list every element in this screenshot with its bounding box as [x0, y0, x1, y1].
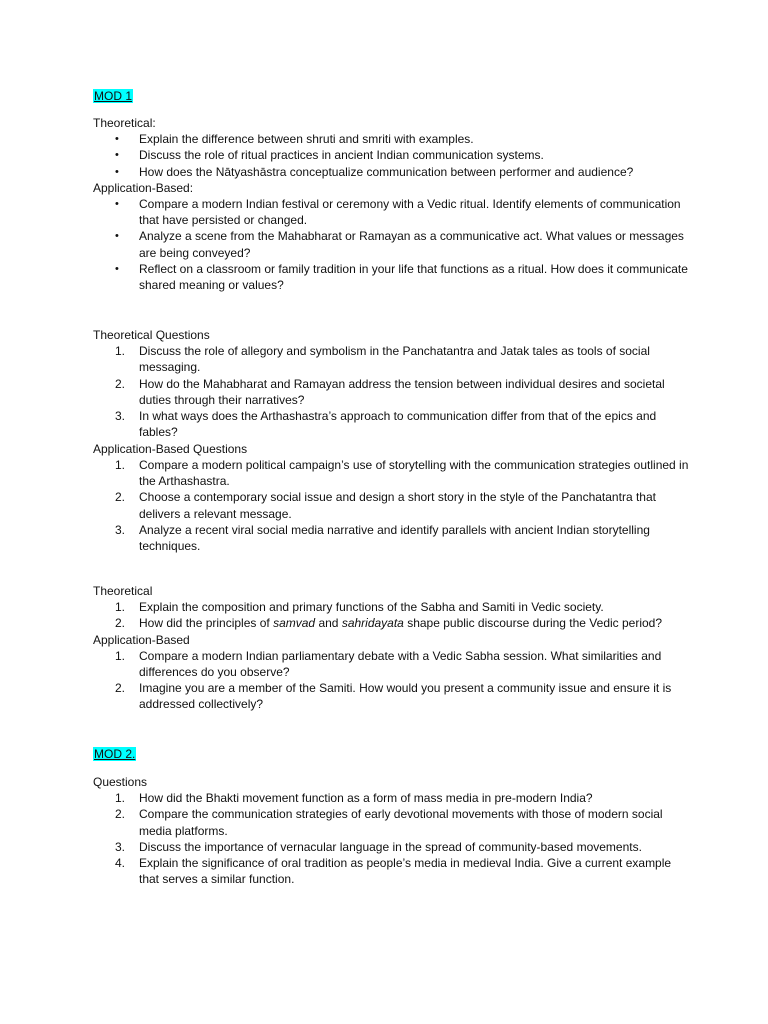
list-item — [93, 648, 693, 681]
list-item — [93, 376, 693, 409]
list-item — [93, 522, 693, 555]
mod1-label — [93, 88, 133, 105]
application-heading: Application-Based — [93, 632, 190, 647]
list-item — [93, 855, 693, 888]
item-number: 1. — [115, 648, 126, 663]
list-item: • Discuss the role of ritual practices in ancient Indian communication systems. — [93, 147, 693, 163]
numbered-list — [93, 599, 693, 632]
theoretical-questions-heading: Theoretical Questions — [93, 328, 210, 342]
item-number: 1. — [115, 344, 126, 358]
list-item — [93, 839, 693, 855]
item-text: How did the Bhakti movement function as a form of mass media in pre-modern India? — [139, 791, 593, 805]
list-item — [93, 790, 693, 806]
italic-term: sahridayata — [341, 616, 404, 631]
numbered-list — [93, 648, 693, 713]
questions-heading: Questions — [93, 775, 148, 789]
list-item — [93, 457, 693, 490]
item-text: Explain the significance of oral tradition as people’s media in medieval India. Give a current example that serves a similar function. — [139, 856, 672, 887]
item-text: Compare a modern Indian parliamentary debate with a Vedic Sabha session. What similarities and differences do you observe? — [139, 648, 662, 679]
item-text: In what ways does the Arthashastra’s approach to communication differ from that of the epics and fables? — [139, 409, 657, 440]
theoretical-heading: Theoretical: — [93, 116, 156, 130]
item-text: Compare the communication strategies of early devotional movements with those of modern social media platforms. — [139, 807, 663, 838]
numbered-list — [93, 457, 693, 555]
text-run: How did the principles of — [139, 616, 274, 631]
item-text: Discuss the importance of vernacular language in the spread of community-based movements. — [139, 839, 642, 854]
item-number: 3. — [115, 522, 126, 537]
list-item — [93, 615, 693, 631]
item-number: 1. — [115, 457, 126, 472]
item-text: Imagine you are a member of the Samiti. How would you present a community issue and ensure it is addressed collectively? — [139, 681, 672, 712]
item-number: 2. — [115, 616, 126, 631]
mod1-group1 — [93, 115, 693, 294]
mod1-group3 — [93, 583, 693, 713]
list-item: • Explain the difference between shruti and smriti with examples. — [93, 131, 693, 147]
application-heading: Application-Based: — [93, 180, 194, 195]
item-number: 2. — [115, 807, 126, 822]
italic-term: samvad — [273, 616, 316, 631]
theoretical-heading: Theoretical — [93, 584, 153, 598]
bullet-list — [93, 196, 693, 294]
item-number: 2. — [115, 376, 126, 391]
bullet-list — [93, 131, 693, 180]
mod1-group2 — [93, 327, 693, 555]
item-text: How do the Mahabharat and Ramayan address the tension between individual desires and societal duties through their narratives? — [139, 376, 665, 407]
item-text: Compare a modern political campaign’s use of storytelling with the communication strategies outlined in the Arthashastra. — [139, 457, 689, 489]
item-number: 3. — [115, 409, 126, 424]
mod2-label — [93, 746, 136, 763]
list-item — [93, 599, 693, 615]
text-run: shape public discourse during the Vedic period? — [403, 616, 663, 631]
item-number: 1. — [115, 600, 126, 614]
item-number: 2. — [115, 681, 126, 696]
list-item: • Reflect on a classroom or family tradition in your life that functions as a ritual. How does it communicate shared meaning or values? — [93, 261, 693, 294]
item-text — [139, 616, 662, 630]
mod2-questions — [93, 774, 693, 888]
list-item: • How does the Nātyashāstra conceptualize communication between performer and audience? — [93, 164, 693, 180]
list-item: • Analyze a scene from the Mahabharat or Ramayan as a communicative act. What values or messages are being conveyed? — [93, 228, 693, 261]
item-number: 1. — [115, 791, 126, 805]
list-item — [93, 408, 693, 441]
item-number: 3. — [115, 839, 126, 854]
text-run: and — [315, 616, 342, 631]
numbered-list — [93, 790, 693, 888]
list-item — [93, 680, 693, 713]
item-number: 2. — [115, 490, 126, 505]
application-questions-heading: Application-Based Questions — [93, 441, 248, 456]
mod1-highlight: MOD 1 — [94, 89, 133, 103]
list-item — [93, 489, 693, 522]
list-item — [93, 343, 693, 376]
list-item: • Compare a modern Indian festival or ceremony with a Vedic ritual. Identify elements of communication that have persisted or changed. — [93, 196, 693, 229]
list-item — [93, 806, 693, 839]
mod2-highlight: MOD 2. — [94, 747, 136, 761]
item-number: 4. — [115, 856, 126, 871]
item-text: Discuss the role of allegory and symbolism in the Panchatantra and Jatak tales as tools of social messaging. — [139, 344, 650, 375]
item-text: Choose a contemporary social issue and design a short story in the style of the Panchatantra that delivers a relevant message. — [139, 490, 656, 521]
item-text: Explain the composition and primary functions of the Sabha and Samiti in Vedic society. — [139, 600, 604, 614]
numbered-list — [93, 343, 693, 441]
item-text: Analyze a recent viral social media narrative and identify parallels with ancient Indian storytelling techniques. — [139, 522, 650, 554]
